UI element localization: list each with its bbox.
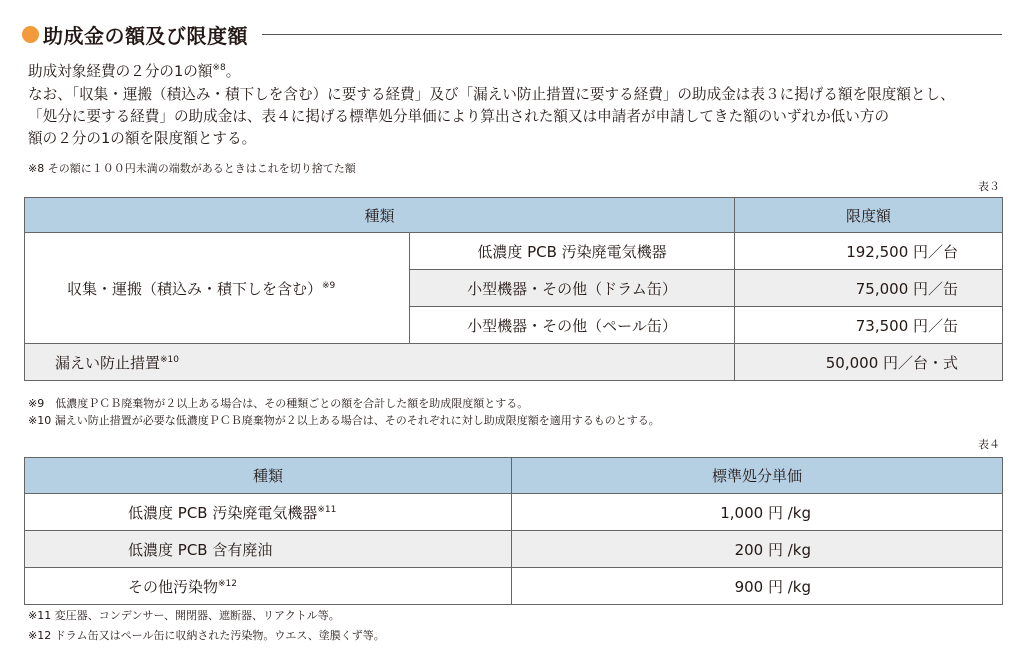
- table-row: [25, 344, 1003, 381]
- standard-unit-price-table: [24, 457, 1003, 605]
- footnote-ref-10: ※10: [160, 354, 180, 365]
- section-heading: [22, 19, 1002, 49]
- type-cell: 低濃度 PCB 汚染廃電気機器: [410, 233, 735, 270]
- type-cell: [25, 494, 512, 531]
- paragraph-1-text: 助成対象経費の２分の1の額: [28, 63, 213, 80]
- value-cell: 73,500 円／缶: [735, 307, 1003, 344]
- type-label: 低濃度 PCB 汚染廃電気機器: [128, 503, 318, 522]
- paragraph-1-end: 。: [225, 63, 241, 80]
- paragraph-1: [28, 61, 1008, 83]
- type-cell: [25, 568, 512, 605]
- table-header-row: [25, 198, 1003, 233]
- header-unit-price: 標準処分単価: [512, 458, 1003, 494]
- type-cell: 小型機器・その他（ペール缶）: [410, 307, 735, 344]
- header-limit: 限度額: [735, 198, 1003, 233]
- footnote-ref-8: ※8: [212, 63, 226, 74]
- value-cell: 192,500 円／台: [735, 233, 1003, 270]
- paragraph-2-line-1: なお、「収集・運搬（積込み・積下しを含む）に要する経費」及び「漏えい防止措置に要する経費」の助成金は表３に掲げる額を限度額とし、: [28, 86, 955, 103]
- heading-rule: [262, 34, 1002, 35]
- type-cell: 小型機器・その他（ドラム缶）: [410, 270, 735, 307]
- value-cell: 1,000 円 /kg: [512, 494, 1003, 531]
- paragraph-2: [28, 84, 1008, 150]
- footnote-ref-12: ※12: [218, 578, 238, 589]
- footnote-10: ※10 漏えい防止措置が必要な低濃度ＰＣＢ廃棄物が２以上ある場合は、そのそれぞれに対し助成限度額を適用するものとする。: [28, 414, 660, 427]
- value-cell: 50,000 円／台・式: [735, 344, 1003, 381]
- section-title: 助成金の額及び限度額: [43, 23, 248, 48]
- paragraph-2-line-2: 「処分に要する経費」の助成金は、表４に掲げる標準処分単価により算出された額又は申請者が申請してきた額のいずれか低い方の: [28, 108, 890, 125]
- type-label: その他汚染物: [128, 577, 219, 596]
- footnote-9: ※9 低濃度ＰＣＢ廃棄物が２以上ある場合は、その種類ごとの額を合計した額を助成限度額とする。: [28, 397, 529, 410]
- leak-label-cell: [25, 344, 735, 381]
- table-4-caption: 表４: [978, 438, 1000, 451]
- table-row: [25, 568, 1003, 605]
- header-type: 種類: [25, 198, 735, 233]
- group-label: 収集・運搬（積込み・積下しを含む）: [67, 279, 323, 298]
- value-cell: 900 円 /kg: [512, 568, 1003, 605]
- leak-label: 漏えい防止措置: [55, 353, 161, 372]
- footnote-ref-11: ※11: [317, 504, 337, 515]
- footnote-ref-9: ※9: [322, 280, 336, 291]
- type-label: 低濃度 PCB 含有廃油: [128, 540, 273, 559]
- value-cell: 200 円 /kg: [512, 531, 1003, 568]
- footnote-11: ※11 変圧器、コンデンサー、開閉器、遮断器、リアクトル等。: [28, 609, 340, 622]
- table-header-row: [25, 458, 1003, 494]
- table-row: [25, 233, 1003, 270]
- orange-dot-icon: [22, 26, 39, 43]
- table-row: [25, 531, 1003, 568]
- value-cell: 75,000 円／缶: [735, 270, 1003, 307]
- header-type: 種類: [25, 458, 512, 494]
- limit-amount-table: [24, 197, 1003, 381]
- table-row: [25, 494, 1003, 531]
- type-cell: [25, 531, 512, 568]
- table-3-caption: 表３: [978, 180, 1000, 193]
- footnote-12: ※12 ドラム缶又はペール缶に収納された汚染物。ウエス、塗膜くず等。: [28, 629, 385, 642]
- footnote-8: ※8 その額に１００円未満の端数があるときはこれを切り捨てた額: [28, 162, 356, 175]
- group-label-cell: [25, 233, 410, 344]
- paragraph-2-line-3: 額の２分の1の額を限度額とする。: [28, 130, 257, 147]
